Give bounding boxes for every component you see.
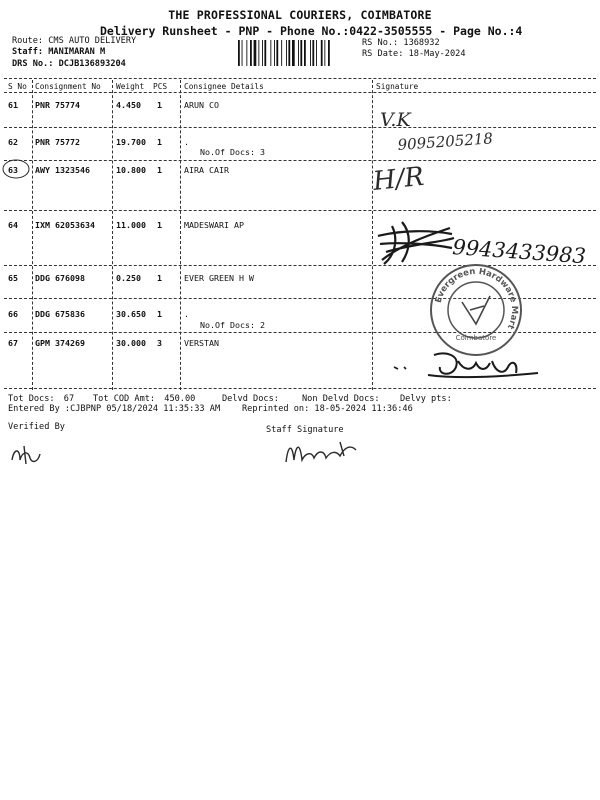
row-consignee: AIRA CAIR <box>184 165 229 175</box>
row-pcs: 1 <box>157 309 162 319</box>
delvd-docs-label: Delvd Docs: <box>222 394 279 404</box>
staff-signature-label: Staff Signature <box>266 425 344 435</box>
col-sno: S No <box>8 82 27 91</box>
col-signature: Signature <box>376 82 419 91</box>
row-consignee: EVER GREEN H W <box>184 273 254 283</box>
drs-value: DCJB136893204 <box>58 59 126 69</box>
row-weight: 19.700 <box>116 137 146 147</box>
row-pcs: 3 <box>157 338 162 348</box>
row-sno: 61 <box>8 100 18 110</box>
col-pcs: PCS <box>153 82 168 91</box>
row-sno: 66 <box>8 309 18 319</box>
signature-61 <box>380 104 530 154</box>
row-consignment: IXM 62053634 <box>35 220 95 230</box>
row-sno: 62 <box>8 137 18 147</box>
verified-signature <box>8 440 48 470</box>
rs-date-row <box>362 49 466 59</box>
row-pcs: 1 <box>157 165 162 175</box>
route-value: CMS AUTO DELIVERY <box>48 36 137 46</box>
verified-by-label: Verified By <box>8 422 65 432</box>
col-consignee: Consignee Details <box>184 82 264 91</box>
route-row <box>12 36 136 46</box>
row-weight: 11.000 <box>116 220 146 230</box>
staff-label: Staff: <box>12 47 44 57</box>
row-docs: No.Of Docs: 3 <box>200 147 265 157</box>
route-label: Route: <box>12 36 44 46</box>
signature-67 <box>388 345 548 385</box>
sig-64-phone: 9943433983 <box>451 235 587 269</box>
company-stamp <box>428 262 524 358</box>
sig-63-text: H/R <box>371 161 426 197</box>
row-consignee: ARUN CO <box>184 100 219 110</box>
row-consignee: . <box>184 137 189 147</box>
staff-signature <box>282 436 372 470</box>
table-header-rule <box>4 92 596 93</box>
circle-mark <box>2 158 32 180</box>
table-top-rule <box>4 78 596 79</box>
drs-label: DRS No.: <box>12 59 54 69</box>
tot-docs-label: Tot Docs: <box>8 394 55 404</box>
runsheet-title: Delivery Runsheet - PNP - Phone No.:0422-3505555 - Page No.:4 <box>100 24 523 38</box>
staff-row <box>12 47 105 57</box>
non-delvd-docs-label: Non Delvd Docs: <box>302 394 380 404</box>
row-consignment: PNR 75774 <box>35 100 80 110</box>
row-pcs: 1 <box>157 100 162 110</box>
tot-docs-value: 67 <box>63 394 75 404</box>
signature-63 <box>371 161 464 202</box>
row-consignment: DDG 675836 <box>35 309 85 319</box>
totals-row <box>8 394 74 404</box>
staff-value: MANIMARAN M <box>48 47 106 57</box>
row-consignee: VERSTAN <box>184 338 219 348</box>
reprinted-on: Reprinted on: 18-05-2024 11:36:46 <box>242 404 413 414</box>
row-pcs: 1 <box>157 220 162 230</box>
row-weight: 30.650 <box>116 309 146 319</box>
row-consignee: MADESWARI AP <box>184 220 244 230</box>
rs-date-value: 18-May-2024 <box>408 49 466 59</box>
row-weight: 4.450 <box>116 100 141 110</box>
table-bottom-rule <box>4 388 596 389</box>
row-consignment: DDG 676098 <box>35 273 85 283</box>
col-weight: Weight <box>116 82 145 91</box>
row-consignment: GPM 374269 <box>35 338 85 348</box>
sig-61-initials: V.K <box>380 109 411 131</box>
rs-no-label: RS No.: <box>362 38 399 48</box>
company-title: THE PROFESSIONAL COURIERS, COIMBATORE <box>168 8 432 22</box>
delvy-pts-label: Delvy pts: <box>400 394 452 404</box>
sig-62-phone: 9095205218 <box>397 129 494 154</box>
row-weight: 30.000 <box>116 338 146 348</box>
row-pcs: 1 <box>157 273 162 283</box>
rs-date-label: RS Date: <box>362 49 404 59</box>
stamp-place: Coimbatore <box>455 334 497 342</box>
tot-cod-value: 450.00 <box>164 394 196 404</box>
row-sno: 63 <box>8 165 18 175</box>
row-docs: No.Of Docs: 2 <box>200 320 265 330</box>
row-sno: 65 <box>8 273 18 283</box>
drs-row <box>12 59 126 69</box>
col-consignment: Consignment No <box>35 82 101 91</box>
row-sno: 64 <box>8 220 18 230</box>
rs-no-value: 1368932 <box>403 38 440 48</box>
tot-cod <box>93 394 195 404</box>
entered-by: Entered By :CJBPNP 05/18/2024 11:35:33 AM <box>8 404 221 414</box>
row-consignment: AWY 1323546 <box>35 165 90 175</box>
row-consignment: PNR 75772 <box>35 137 80 147</box>
row-pcs: 1 <box>157 137 162 147</box>
rs-no-row <box>362 38 440 48</box>
row-sno: 67 <box>8 338 18 348</box>
row-consignee: . <box>184 309 189 319</box>
tot-cod-label: Tot COD Amt: <box>93 394 156 404</box>
stamp-ring-text: Evergreen Hardware Mart <box>433 266 520 331</box>
row-weight: 10.800 <box>116 165 146 175</box>
row-weight: 0.250 <box>116 273 141 283</box>
barcode <box>238 40 356 66</box>
